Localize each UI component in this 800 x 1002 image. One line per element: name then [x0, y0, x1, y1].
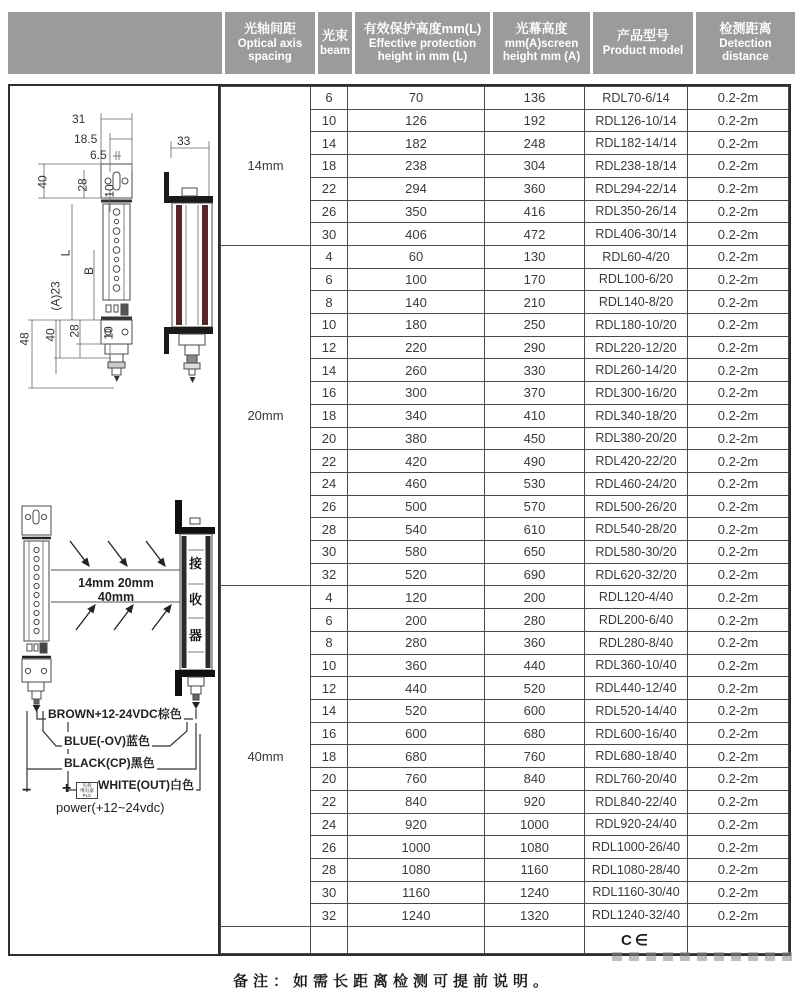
protection-height-cell: 126 [348, 109, 485, 132]
empty-cell [311, 927, 348, 954]
distance-cell: 0.2-2m [688, 836, 789, 859]
wire-white-label: WHITE(OUT)白色 [98, 778, 194, 792]
model-cell: RDL140-8/20 [585, 291, 688, 314]
model-cell: RDL600-16/40 [585, 722, 688, 745]
protection-height-cell: 580 [348, 541, 485, 564]
header-col-spacing [225, 12, 315, 74]
distance-cell: 0.2-2m [688, 200, 789, 223]
distance-cell: 0.2-2m [688, 858, 789, 881]
screen-height-cell: 1240 [485, 881, 585, 904]
light-curtain-drawing [10, 86, 219, 954]
model-cell: RDL126-10/14 [585, 109, 688, 132]
beam-cell: 26 [311, 200, 348, 223]
header-label: 有效保护高度mm(L) [363, 21, 482, 37]
distance-cell: 0.2-2m [688, 427, 789, 450]
beam-cell: 30 [311, 881, 348, 904]
screen-height-cell: 520 [485, 677, 585, 700]
model-cell: RDL180-10/20 [585, 314, 688, 337]
dim-40-bot: 40 [43, 328, 58, 342]
beam-cell: 28 [311, 858, 348, 881]
model-cell: RDL500-26/20 [585, 495, 688, 518]
model-cell: RDL420-22/20 [585, 450, 688, 473]
dim-B: B [82, 266, 97, 276]
distance-cell: 0.2-2m [688, 745, 789, 768]
receiver-label: 接收器 [188, 556, 202, 643]
screen-height-cell: 610 [485, 518, 585, 541]
beam-cell: 24 [311, 813, 348, 836]
diagram-pane [10, 86, 220, 954]
screen-height-cell: 250 [485, 314, 585, 337]
header-label: 光束 [321, 27, 348, 43]
distance-cell: 0.2-2m [688, 132, 789, 155]
protection-height-cell: 380 [348, 427, 485, 450]
distance-cell: 0.2-2m [688, 291, 789, 314]
distance-cell: 0.2-2m [688, 268, 789, 291]
protection-height-cell: 520 [348, 563, 485, 586]
dim-10-top: 10 [102, 184, 117, 198]
distance-cell: 0.2-2m [688, 541, 789, 564]
distance-cell: 0.2-2m [688, 586, 789, 609]
distance-cell: 0.2-2m [688, 813, 789, 836]
screen-height-cell: 200 [485, 586, 585, 609]
table-header [8, 12, 795, 74]
protection-height-cell: 540 [348, 518, 485, 541]
screen-height-cell: 416 [485, 200, 585, 223]
protection-height-cell: 840 [348, 790, 485, 813]
table-row [221, 586, 789, 609]
screen-height-cell: 1000 [485, 813, 585, 836]
dim-33: 33 [177, 134, 191, 148]
beam-cell: 4 [311, 586, 348, 609]
protection-height-cell: 300 [348, 382, 485, 405]
model-cell: RDL1160-30/40 [585, 881, 688, 904]
model-cell: RDL406-30/14 [585, 223, 688, 246]
distance-cell: 0.2-2m [688, 631, 789, 654]
protection-height-cell: 920 [348, 813, 485, 836]
protection-height-cell: 440 [348, 677, 485, 700]
model-cell: RDL680-18/40 [585, 745, 688, 768]
plc-line: 负载 [82, 783, 92, 788]
empty-cell [221, 927, 311, 954]
beam-cell: 24 [311, 472, 348, 495]
beam-cell: 10 [311, 314, 348, 337]
beam-cell: 20 [311, 768, 348, 791]
beam-cell: 4 [311, 245, 348, 268]
table-row [221, 87, 789, 110]
distance-cell: 0.2-2m [688, 722, 789, 745]
model-cell: RDL520-14/40 [585, 699, 688, 722]
beam-cell: 10 [311, 654, 348, 677]
beam-cell: 14 [311, 359, 348, 382]
protection-height-cell: 140 [348, 291, 485, 314]
wire-blue-label: BLUE(-OV)蓝色 [64, 734, 150, 748]
watermark-dashes [612, 952, 795, 961]
beam-cell: 10 [311, 109, 348, 132]
distance-cell: 0.2-2m [688, 245, 789, 268]
minus-terminal: − [22, 782, 32, 799]
model-cell: RDL460-24/20 [585, 472, 688, 495]
screen-height-cell: 440 [485, 654, 585, 677]
dim-48: 48 [17, 332, 32, 346]
table-row [221, 245, 789, 268]
model-cell: RDL580-30/20 [585, 541, 688, 564]
screen-height-cell: 450 [485, 427, 585, 450]
screen-height-cell: 290 [485, 336, 585, 359]
beam-cell: 22 [311, 790, 348, 813]
distance-cell: 0.2-2m [688, 472, 789, 495]
protection-height-cell: 60 [348, 245, 485, 268]
distance-cell: 0.2-2m [688, 155, 789, 178]
header-col-model [593, 12, 693, 74]
beam-cell: 12 [311, 336, 348, 359]
model-cell: RDL380-20/20 [585, 427, 688, 450]
screen-height-cell: 130 [485, 245, 585, 268]
model-cell: RDL620-32/20 [585, 563, 688, 586]
dim-6-5: 6.5 [90, 148, 107, 162]
beam-cell: 26 [311, 836, 348, 859]
empty-cell [348, 927, 485, 954]
protection-height-cell: 1160 [348, 881, 485, 904]
beam-cell: 26 [311, 495, 348, 518]
beam-cell: 16 [311, 722, 348, 745]
model-cell: RDL60-4/20 [585, 245, 688, 268]
header-label: 光轴间距 [243, 21, 296, 37]
protection-height-cell: 420 [348, 450, 485, 473]
plus-terminal: + [62, 780, 72, 797]
screen-height-cell: 1080 [485, 836, 585, 859]
protection-height-cell: 70 [348, 87, 485, 110]
beam-cell: 18 [311, 155, 348, 178]
distance-cell: 0.2-2m [688, 336, 789, 359]
screen-height-cell: 760 [485, 745, 585, 768]
power-label: power(+12~24vdc) [56, 800, 165, 815]
header-label-en: Detection distance [719, 38, 772, 64]
plc-line: 继电器 [80, 788, 94, 794]
protection-height-cell: 460 [348, 472, 485, 495]
header-label-en: Optical axis spacing [237, 38, 303, 64]
distance-cell: 0.2-2m [688, 904, 789, 927]
empty-cell [485, 927, 585, 954]
distance-cell: 0.2-2m [688, 654, 789, 677]
header-col-distance [696, 12, 795, 74]
model-cell: RDL360-10/40 [585, 654, 688, 677]
header-label-en: Effective protection height in mm (L) [368, 38, 477, 64]
screen-height-cell: 248 [485, 132, 585, 155]
footer-note: 备注：如需长距离检测可提前说明。 [233, 973, 554, 990]
protection-height-cell: 260 [348, 359, 485, 382]
screen-height-cell: 370 [485, 382, 585, 405]
dim-18-5: 18.5 [74, 132, 98, 146]
header-blank-block [8, 12, 222, 74]
protection-height-cell: 200 [348, 609, 485, 632]
screen-height-cell: 210 [485, 291, 585, 314]
protection-height-cell: 500 [348, 495, 485, 518]
spacing-cell: 40mm [221, 586, 311, 927]
protection-height-cell: 1240 [348, 904, 485, 927]
beam-cell: 6 [311, 609, 348, 632]
ce-row [221, 927, 789, 954]
model-cell: RDL1240-32/40 [585, 904, 688, 927]
distance-cell: 0.2-2m [688, 382, 789, 405]
screen-height-cell: 1160 [485, 858, 585, 881]
screen-height-cell: 680 [485, 722, 585, 745]
protection-height-cell: 100 [348, 268, 485, 291]
model-cell: RDL220-12/20 [585, 336, 688, 359]
protection-height-cell: 1080 [348, 858, 485, 881]
distance-cell: 0.2-2m [688, 699, 789, 722]
beam-cell: 32 [311, 563, 348, 586]
distance-cell: 0.2-2m [688, 518, 789, 541]
protection-height-cell: 520 [348, 699, 485, 722]
screen-height-cell: 170 [485, 268, 585, 291]
dim-28-bot: 28 [67, 324, 82, 338]
protection-height-cell: 180 [348, 314, 485, 337]
header-col-protection-height [355, 12, 490, 74]
protection-height-cell: 220 [348, 336, 485, 359]
model-cell: RDL120-4/40 [585, 586, 688, 609]
distance-cell: 0.2-2m [688, 563, 789, 586]
screen-height-cell: 360 [485, 631, 585, 654]
beam-cell: 32 [311, 904, 348, 927]
model-cell: RDL440-12/40 [585, 677, 688, 700]
beam-cell: 22 [311, 177, 348, 200]
model-cell: RDL238-18/14 [585, 155, 688, 178]
beam-cell: 14 [311, 132, 348, 155]
dim-28-top: 28 [75, 178, 90, 192]
protection-height-cell: 350 [348, 200, 485, 223]
beam-cell: 30 [311, 541, 348, 564]
protection-height-cell: 760 [348, 768, 485, 791]
distance-cell: 0.2-2m [688, 881, 789, 904]
header-label-en: beam [319, 44, 351, 57]
beam-cell: 20 [311, 427, 348, 450]
model-cell: RDL280-8/40 [585, 631, 688, 654]
distance-cell: 0.2-2m [688, 768, 789, 791]
beam-cell: 14 [311, 699, 348, 722]
beam-cell: 18 [311, 404, 348, 427]
model-cell: RDL350-26/14 [585, 200, 688, 223]
distance-cell: 0.2-2m [688, 359, 789, 382]
header-col-screen-height [493, 12, 590, 74]
model-cell: RDL100-6/20 [585, 268, 688, 291]
model-cell: RDL300-16/20 [585, 382, 688, 405]
model-cell: RDL200-6/40 [585, 609, 688, 632]
screen-height-cell: 136 [485, 87, 585, 110]
beam-cell: 6 [311, 268, 348, 291]
beam-cell: 22 [311, 450, 348, 473]
plc-line: PLC [82, 793, 92, 799]
protection-height-cell: 600 [348, 722, 485, 745]
model-cell: RDL70-6/14 [585, 87, 688, 110]
model-cell: RDL1080-28/40 [585, 858, 688, 881]
distance-cell: 0.2-2m [688, 87, 789, 110]
protection-height-cell: 360 [348, 654, 485, 677]
screen-height-cell: 1320 [485, 904, 585, 927]
model-cell: RDL340-18/20 [585, 404, 688, 427]
beam-cell: 8 [311, 291, 348, 314]
distance-cell: 0.2-2m [688, 109, 789, 132]
distance-cell: 0.2-2m [688, 790, 789, 813]
screen-height-cell: 472 [485, 223, 585, 246]
distance-cell: 0.2-2m [688, 404, 789, 427]
protection-height-cell: 182 [348, 132, 485, 155]
plc-load-box [76, 782, 98, 799]
dim-10-bot: 10 [101, 326, 116, 340]
spacing-cell: 20mm [221, 245, 311, 586]
screen-height-cell: 570 [485, 495, 585, 518]
model-cell: RDL1000-26/40 [585, 836, 688, 859]
distance-cell: 0.2-2m [688, 677, 789, 700]
model-cell: RDL540-28/20 [585, 518, 688, 541]
model-cell: RDL840-22/40 [585, 790, 688, 813]
screen-height-cell: 840 [485, 768, 585, 791]
beam-cell: 30 [311, 223, 348, 246]
beam-cell: 16 [311, 382, 348, 405]
distance-cell: 0.2-2m [688, 609, 789, 632]
screen-height-cell: 410 [485, 404, 585, 427]
protection-height-cell: 238 [348, 155, 485, 178]
ce-mark-cell: C∈ [585, 927, 688, 954]
dim-L: L [58, 249, 73, 257]
model-cell: RDL920-24/40 [585, 813, 688, 836]
screen-height-cell: 490 [485, 450, 585, 473]
beam-cell: 12 [311, 677, 348, 700]
wire-black-label: BLACK(CP)黑色 [64, 756, 155, 770]
protection-height-cell: 1000 [348, 836, 485, 859]
distance-cell: 0.2-2m [688, 177, 789, 200]
header-label: 产品型号 [616, 27, 669, 43]
dim-40-top: 40 [35, 175, 50, 189]
distance-cell: 0.2-2m [688, 450, 789, 473]
protection-height-cell: 406 [348, 223, 485, 246]
protection-height-cell: 280 [348, 631, 485, 654]
empty-cell [688, 927, 789, 954]
protection-height-cell: 680 [348, 745, 485, 768]
model-cell: RDL294-22/14 [585, 177, 688, 200]
screen-height-cell: 360 [485, 177, 585, 200]
protection-height-cell: 340 [348, 404, 485, 427]
beam-cell: 8 [311, 631, 348, 654]
beam-cell: 28 [311, 518, 348, 541]
spec-table-pane [220, 86, 789, 954]
header-label-en: Product model [602, 44, 684, 57]
header-label-en: mm(A)screen height mm (A) [502, 38, 581, 64]
protection-height-cell: 120 [348, 586, 485, 609]
distance-cell: 0.2-2m [688, 223, 789, 246]
spec-table [220, 86, 789, 954]
content-region [8, 84, 791, 956]
distance-cell: 0.2-2m [688, 495, 789, 518]
screen-height-cell: 330 [485, 359, 585, 382]
beam-cell: 6 [311, 87, 348, 110]
model-cell: RDL182-14/14 [585, 132, 688, 155]
model-cell: RDL760-20/40 [585, 768, 688, 791]
header-label: 检测距离 [719, 21, 772, 37]
screen-height-cell: 920 [485, 790, 585, 813]
screen-height-cell: 650 [485, 541, 585, 564]
protection-height-cell: 294 [348, 177, 485, 200]
model-cell: RDL260-14/20 [585, 359, 688, 382]
header-label: 光幕高度 [515, 21, 568, 37]
screen-height-cell: 600 [485, 699, 585, 722]
wire-brown-label: BROWN+12-24VDC棕色 [48, 707, 182, 721]
screen-height-cell: 690 [485, 563, 585, 586]
dim-A23: (A)23 [48, 281, 63, 311]
screen-height-cell: 280 [485, 609, 585, 632]
spacing-cell: 14mm [221, 87, 311, 246]
distance-cell: 0.2-2m [688, 314, 789, 337]
beam-widths-label: 14mm 20mm 40mm [78, 576, 154, 604]
screen-height-cell: 530 [485, 472, 585, 495]
header-col-beam [318, 12, 352, 74]
screen-height-cell: 192 [485, 109, 585, 132]
beam-cell: 18 [311, 745, 348, 768]
dim-31: 31 [72, 112, 86, 126]
screen-height-cell: 304 [485, 155, 585, 178]
